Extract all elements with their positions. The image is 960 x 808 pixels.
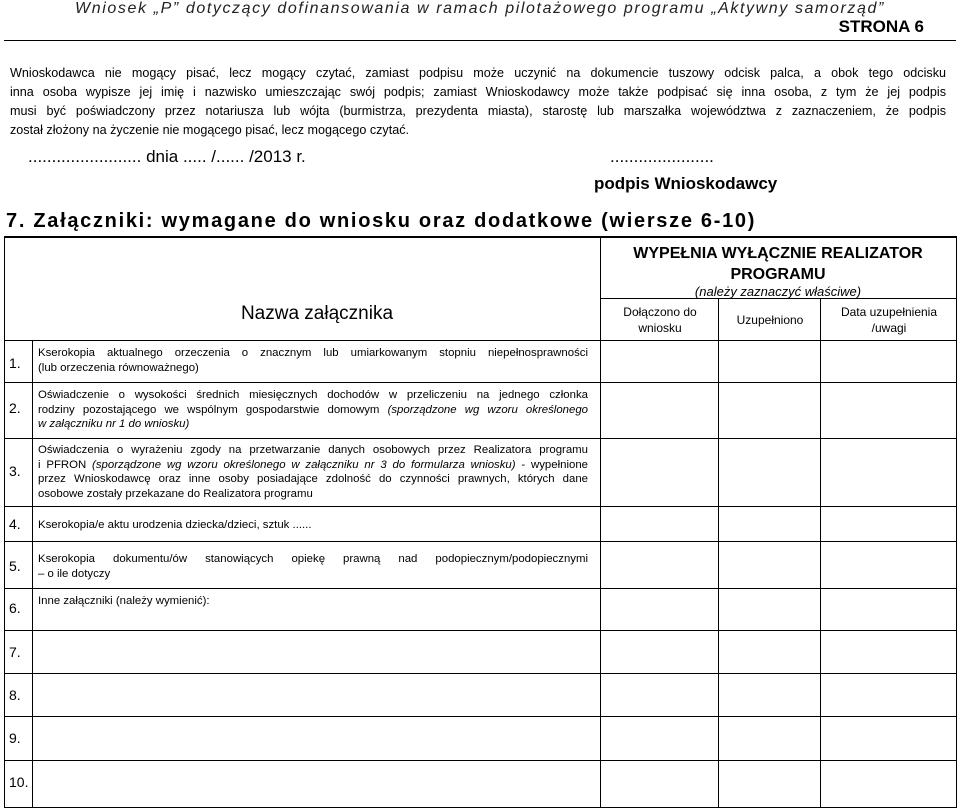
column-header-completed: Uzupełniono: [736, 313, 804, 327]
attachment-line: przez Wnioskodawcę oraz inne osoby posiadające zdolność do czynności prawnych, których dane: [38, 473, 588, 486]
page-number: STRONA 6: [838, 17, 924, 36]
row-number: 6.: [9, 600, 21, 616]
form-header-title: Wniosek „P” dotyczący dofinansowania w ramach pilotażowego programu „Aktywny samorząd”: [75, 0, 885, 17]
signature-field[interactable]: ......................: [610, 147, 714, 166]
attachment-name: [38, 346, 588, 375]
row-number: 9.: [9, 730, 21, 746]
row-line: [4, 588, 957, 589]
italic-note: (sporządzone wg wzoru określonego: [387, 403, 588, 416]
header-rule: [4, 40, 956, 41]
note-line: Wnioskodawca nie mogący pisać, lecz mogący czytać, zamiast podpisu może uczynić na dokumencie tuszowy odcisk palca, a obok tego odcisku: [10, 66, 946, 80]
col-divider-completed: [820, 298, 821, 808]
signature-instructions: [10, 64, 946, 140]
row-line: [4, 673, 957, 674]
table-border-top: [4, 236, 957, 238]
attachment-line: osobowe zostały przekazane do Realizatora programu: [38, 487, 313, 500]
row-line: [4, 630, 957, 631]
row-line: [4, 382, 957, 383]
table-border-right: [956, 236, 957, 808]
row-line: [4, 340, 957, 341]
attachment-line: Kserokopia aktualnego orzeczenia o znacznym lub umiarkowanym stopniu niepełnosprawności: [38, 347, 588, 359]
col-divider-attached: [718, 298, 719, 808]
row-number: 2.: [9, 400, 21, 416]
row-number: 8.: [9, 687, 21, 703]
col-divider-realizator: [600, 238, 601, 808]
attachment-name: [38, 443, 588, 501]
attachment-name: [38, 518, 588, 533]
row-line: [4, 716, 957, 717]
row-line: [4, 760, 957, 761]
row-line: [4, 506, 957, 507]
row-number: 3.: [9, 463, 21, 479]
column-header-attachment-name: Nazwa załącznika: [240, 303, 394, 324]
attachment-line: Kserokopia/e aktu urodzenia dziecka/dzieci, sztuk ......: [38, 519, 312, 531]
attachment-line: Oświadczenia o wyrażeniu zgody na przetwarzanie danych osobowych przez Realizatora programu: [38, 444, 588, 456]
col-divider-number: [32, 340, 33, 808]
attachment-line: (lub orzeczenia równoważnego): [38, 361, 199, 374]
attachment-line: Inne załączniki (należy wymienić):: [38, 595, 210, 607]
note-line: inna osoba wypisze jej imię i nazwisko umieszczając swój podpis; zamiast Wnioskodawcy może także podpisać się inna osoba, z tym że jej podpis: [10, 85, 946, 99]
section-title: 7. Załączniki: wymagane do wniosku oraz dodatkowe (wiersze 6-10): [6, 210, 757, 232]
attachment-line: – o ile dotyczy: [38, 567, 111, 580]
realizator-header: WYPEŁNIA WYŁĄCZNIE REALIZATOR PROGRAMU: [633, 245, 923, 283]
attachment-line: Kserokopia dokumentu/ów stanowiących opiekę prawną nad podopiecznym/podopiecznymi: [38, 553, 588, 565]
attachment-line: w załączniku nr 1 do wniosku): [38, 418, 190, 431]
note-line: musi być poświadczony przez notariusza lub wójta (burmistrza, prezydenta miasta), starostę lub marszałka województwa z zaznaczeniem, że podpis: [10, 104, 946, 118]
attachment-line: Oświadczenie o wysokości średnich miesięcznych dochodów w przeliczeniu na jednego członka: [38, 389, 588, 401]
date-field[interactable]: ........................ dnia ..... /...... /2013 r.: [28, 147, 306, 166]
italic-note: (sporządzone wg wzoru określonego w załączniku nr 3 do formularza wniosku): [92, 458, 516, 471]
attachment-name: [38, 594, 588, 609]
signature-label: podpis Wnioskodawcy: [594, 174, 778, 193]
note-line: został złożony na życzenie nie mogącego pisać, lecz mogącego czytać.: [10, 123, 410, 137]
attachment-line: rodziny pozostającego we wspólnym gospodarstwie domowym (sporządzone wg wzoru określonego: [38, 403, 588, 416]
row-number: 7.: [9, 644, 21, 660]
row-number: 4.: [9, 516, 21, 532]
row-line: [4, 438, 957, 439]
row-number: 1.: [9, 355, 21, 371]
attachment-name: [38, 552, 588, 581]
table-border-left: [4, 236, 5, 808]
row-line: [4, 541, 957, 542]
row-number: 5.: [9, 558, 21, 574]
row-number: 10.: [9, 774, 29, 790]
attachment-line: i PFRON (sporządzone wg wzoru określonego w załączniku nr 3 do formularza wniosku) - wypełnione: [38, 458, 588, 471]
column-header-attached: Dołączono do wniosku: [623, 305, 697, 335]
realizator-note: (należy zaznaczyć właściwe): [694, 284, 862, 299]
column-header-date: Data uzupełnienia /uwagi: [840, 305, 938, 335]
attachment-name: [38, 388, 588, 432]
